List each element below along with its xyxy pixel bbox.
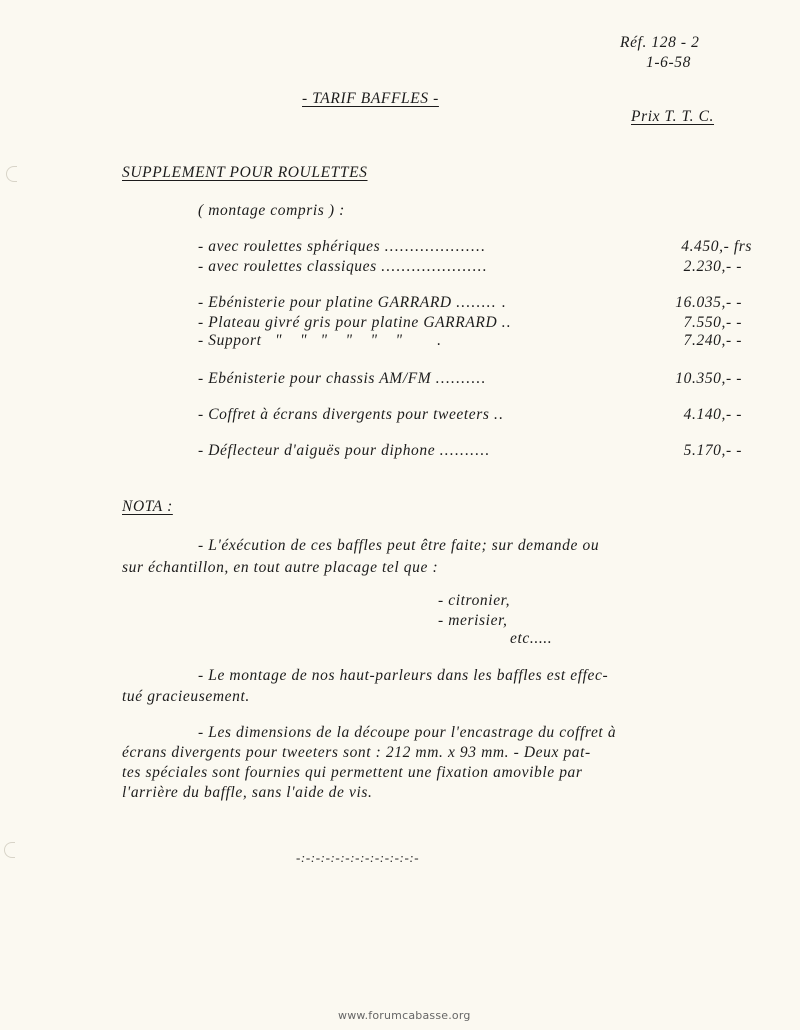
page-title: - TARIF BAFFLES - xyxy=(302,90,439,107)
nota-paragraph-line: - L'éxécution de ces baffles peut être faite; sur demande ou xyxy=(198,537,600,554)
item-label: - avec roulettes classiques xyxy=(198,258,377,275)
list-item xyxy=(198,258,488,276)
punch-hole-mark xyxy=(4,842,15,858)
price-note: Prix T. T. C. xyxy=(631,108,715,125)
item-price: 4.140,- - xyxy=(683,406,742,423)
list-item xyxy=(198,294,507,312)
item-dots: ..................... xyxy=(381,258,488,275)
nota-paragraph-line: écrans divergents pour tweeters sont : 212 mm. x 93 mm. - Deux pat- xyxy=(122,744,591,761)
item-dots: .................... xyxy=(384,238,487,255)
punch-hole-mark xyxy=(6,166,17,182)
item-price: 7.240,- - xyxy=(683,332,742,349)
item-dots: ........ . xyxy=(456,294,507,311)
veneer-list-item: - citronier, xyxy=(438,592,511,609)
item-label: - Ebénisterie pour chassis AM/FM xyxy=(198,370,432,387)
nota-paragraph-line: tué gracieusement. xyxy=(122,688,250,705)
item-dots: . xyxy=(437,332,443,349)
nota-heading: NOTA : xyxy=(122,498,173,515)
list-item xyxy=(198,332,442,350)
item-dots: .......... xyxy=(435,370,487,387)
veneer-list-item: - merisier, xyxy=(438,612,508,629)
item-label: - Support " " " " " " xyxy=(198,332,403,349)
nota-paragraph-line: l'arrière du baffle, sans l'aide de vis. xyxy=(122,784,373,801)
item-dots: .. xyxy=(494,406,505,423)
item-label: - avec roulettes sphériques xyxy=(198,238,381,255)
nota-paragraph-line: sur échantillon, en tout autre placage tel que : xyxy=(122,559,439,576)
item-price: 7.550,- - xyxy=(683,314,742,331)
item-price: 5.170,- - xyxy=(683,442,742,459)
item-label: - Déflecteur d'aiguës pour diphone xyxy=(198,442,436,459)
section-subnote: ( montage compris ) : xyxy=(198,202,345,219)
section-heading: SUPPLEMENT POUR ROULETTES xyxy=(122,164,368,181)
item-price: 2.230,- - xyxy=(683,258,742,275)
document-date: 1-6-58 xyxy=(646,54,691,71)
item-price: 16.035,- - xyxy=(675,294,742,311)
nota-paragraph-line: - Le montage de nos haut-parleurs dans les baffles est effec- xyxy=(198,667,609,684)
item-dots: .. xyxy=(501,314,512,331)
item-label: - Plateau givré gris pour platine GARRARD xyxy=(198,314,498,331)
reference-number: Réf. 128 - 2 xyxy=(620,34,700,51)
nota-paragraph-line: - Les dimensions de la découpe pour l'encastrage du coffret à xyxy=(198,724,617,741)
nota-paragraph-line: tes spéciales sont fournies qui permettent une fixation amovible par xyxy=(122,764,583,781)
item-price: 4.450,- frs xyxy=(681,238,752,255)
item-label: - Ebénisterie pour platine GARRARD xyxy=(198,294,452,311)
list-item xyxy=(198,442,490,460)
list-item xyxy=(198,406,504,424)
item-price: 10.350,- - xyxy=(675,370,742,387)
item-label: - Coffret à écrans divergents pour tweeters xyxy=(198,406,490,423)
list-item xyxy=(198,370,487,388)
veneer-list-item: etc..... xyxy=(510,630,553,647)
item-dots: .......... xyxy=(439,442,491,459)
list-item xyxy=(198,238,486,256)
separator-line: -:-:-:-:-:-:-:-:-:-:-:-:- xyxy=(296,850,420,865)
source-watermark: www.forumcabasse.org xyxy=(338,1009,471,1022)
list-item xyxy=(198,314,512,332)
